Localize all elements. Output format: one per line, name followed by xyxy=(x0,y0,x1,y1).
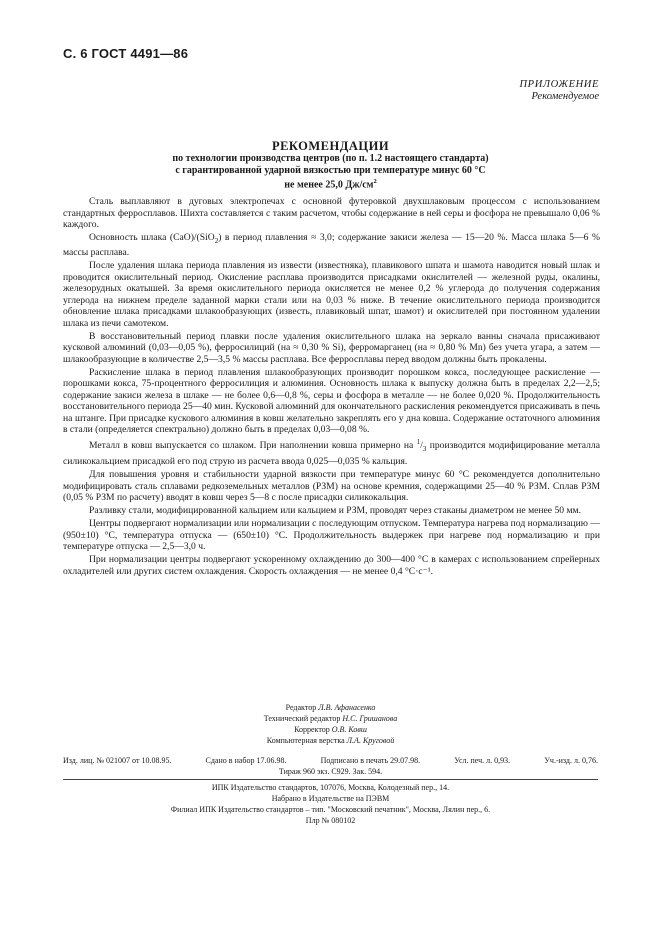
page-header: С. 6 ГОСТ 4491—86 xyxy=(63,46,189,61)
sent-date: Сдано в набор 17.06.98. xyxy=(205,756,287,765)
edition-sheets: Уч.-изд. л. 0,76. xyxy=(544,756,598,765)
appendix-status: Рекомендуемое xyxy=(531,91,599,102)
title-line-3-text: не менее 25,0 Дж/см xyxy=(284,179,374,191)
credit-name: Л.В. Афанасенко xyxy=(318,703,376,712)
credit-name: О.В. Ковш xyxy=(331,725,367,734)
credit-editor xyxy=(63,702,598,713)
fraction-denominator: 3 xyxy=(422,445,427,454)
paragraph xyxy=(63,232,600,259)
imprint-line: Набрано в Издательстве на ПЭВМ xyxy=(271,794,390,803)
subscript: 2 xyxy=(214,236,219,245)
publication-info xyxy=(63,755,598,777)
imprint-line: Плр № 080102 xyxy=(305,816,356,825)
paragraph: При нормализации центры подвергают ускоренному охлаждению до 300—400 °С в камерах с использованием спрейерных охладителей или других систем охлаждения. Скорость охлаждения — не менее 0,4 °С·с⁻¹. xyxy=(63,554,600,577)
title-main: РЕКОМЕНДАЦИИ xyxy=(271,139,390,153)
appendix-title: ПРИЛОЖЕНИЕ xyxy=(519,79,599,90)
divider xyxy=(63,779,598,780)
credits xyxy=(63,702,598,746)
paragraph-part: производится модифицирование металла силикокальцием присадкой его под струю из расчета ввода 0,025—0,035 % кальция. xyxy=(63,440,600,467)
credit-corrector xyxy=(63,724,598,735)
paragraph: Раскисление шлака в период плавления шлакообразующих производит порошком кокса, последующее раскисление — порошками кокса, 75-процентного ферросилиция и алюминия. Основность шлака к выпуску должна быть в пределах 2,2—2,5; содержание закиси железа в шлаке — не более 0,6—0,8 %, серы и фосфора в металле — не более 0,020 %. Продолжительность восстановительного периода 25—40 мин. Кусковой алюминий для окончательного раскисления рекомендуется присаживать в печь на штанге. При присадке кускового алюминия в ковш желательно закреплять его у дна ковша. Содержание остаточного алюминия в стали (определяется спектрально) должно быть в пределах 0,03—0,08 %. xyxy=(63,366,600,436)
paragraph-part: Металл в ковш выпускается со шлаком. При наполнении ковша примерно на xyxy=(89,440,417,452)
imprint xyxy=(63,782,598,826)
title-line-3 xyxy=(60,176,601,191)
license-info: Изд. лиц. № 021007 от 10.08.95. xyxy=(63,756,172,765)
title-line-3-sup: 2 xyxy=(373,178,377,185)
imprint-line: Филиал ИПК Издательство стандартов – тип. "Московский печатник", Москва, Лялин пер., 6. xyxy=(170,805,491,814)
paragraph: Металл в ковш выпускается со шлаком. При наполнении ковша примерно на $^1/_3$ производится модифицирование металла силикокальцием присадкой его под струю из расчета ввода 0,025—0,035 % кальция. xyxy=(63,438,600,467)
fraction-numerator: 1 xyxy=(416,438,421,447)
document-title xyxy=(60,139,601,191)
paragraph-part: ) в период плавления ≈ 3,0; содержание закиси железа — 15—20 %. Масса шлака 5—6 % массы расплава. xyxy=(63,232,600,259)
title-line-1: по технологии производства центров (по п. 1.2 настоящего стандарта) xyxy=(172,153,489,164)
paragraph: Для повышения уровня и стабильности ударной вязкости при температуре минус 60 °С рекомендуется дополнительно модифицировать сталь сплавами редкоземельных металлов (РЗМ) на основе кремния, содержащими 25—40 % РЗМ. Сплав РЗМ (0,05 % РЗМ по расчету) вводят в ковш через 5—8 с после присадки силикокальция. xyxy=(63,469,600,503)
paragraph: Сталь выплавляют в дуговых электропечах с основной футеровкой двухшлаковым процессом с использованием стандартных ферросплавов. Шихта составляется с таким расчетом, чтобы содержание в ней серы и фосфора не превышало 0,06 % каждого. xyxy=(63,196,600,230)
publication-info-row xyxy=(63,755,598,766)
appendix-label xyxy=(520,79,600,103)
credit-name: Л.А. Круговой xyxy=(346,736,395,745)
credit-label: Редактор xyxy=(285,703,319,712)
credit-name: Н.С. Гришанова xyxy=(342,714,398,723)
credit-tech-editor xyxy=(63,713,598,724)
credit-layout xyxy=(63,735,598,746)
print-sheets: Усл. печ. л. 0,93. xyxy=(454,756,511,765)
body-text xyxy=(63,196,600,579)
title-line-2: с гарантированной ударной вязкостью при температуре минус 60 °С xyxy=(175,164,486,176)
paragraph: В восстановительный период плавки после удаления окислительного шлака на зеркало ванны сначала присаживают кусковой алюминий (0,03—0,05 %), ферросилиций (на ≈ 0,30 % Si), ферромарганец (на ≈ 0,80 % Mn) без учета угара, а затем — шлакообразующие в количестве 2,5—3,5 % массы расплава. Все ферросплавы перед вводом должны быть прокалены. xyxy=(63,330,600,365)
print-run: Тираж 960 экз. С929. Зак. 594. xyxy=(278,767,383,776)
paragraph: После удаления шлака периода плавления из извести (известняка), плавикового шпата и шамота наводится новый шлак и проводится окислительный период. Окисление расплава производится присадками окислителей — железной руды, окалины, железорудных окатышей. За время окислительного периода окисляется не менее 0,2 % углерода до получения содержания углерода на нижнем пределе заданной марки стали или на 0,03 % ниже. В течение окислительного периода производится обновление шлака присадками шлакообразующих (известь, плавиковый шпат, шамот) и окислителей при постоянном удалении шлака из печи самотеком. xyxy=(63,260,600,329)
paragraph: Разливку стали, модифицированной кальцием или кальцием и РЗМ, проводят через стаканы диаметром не менее 50 мм. xyxy=(89,505,581,516)
imprint-line: ИПК Издательство стандартов, 107076, Москва, Колодезный пер., 14. xyxy=(211,783,450,792)
credit-label: Корректор xyxy=(294,725,332,734)
paragraph: Центры подвергают нормализации или нормализации с последующим отпуском. Температура нагрева под нормализацию — (950±10) °С, температура отпуска — (650±10) °С. Продолжительность выдержек при нагреве под нормализацию и при температуре отпуска — 2,5—3,0 ч. xyxy=(63,518,600,552)
credit-label: Технический редактор xyxy=(263,714,343,723)
credit-label: Компьютерная верстка xyxy=(266,736,347,745)
signed-date: Подписано в печать 29.07.98. xyxy=(320,756,421,765)
paragraph-part: Основность шлака (CaO)/(SiO xyxy=(89,232,215,243)
